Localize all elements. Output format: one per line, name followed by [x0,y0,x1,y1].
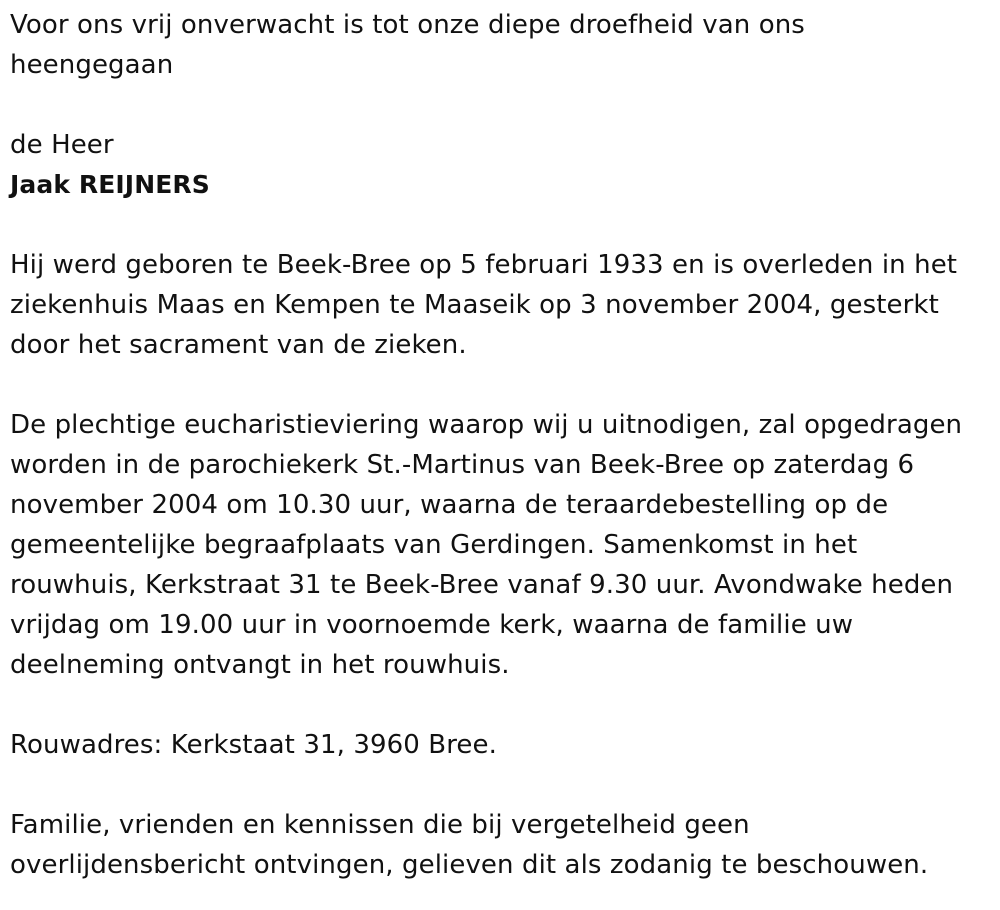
closing-paragraph: Familie, vrienden en kennissen die bij vergetelheid geen overlijdensbericht ontvingen, gelieven dit als zodanig te beschouwen. [10,810,929,880]
spacer [10,685,976,725]
honorific: de Heer [10,130,114,160]
spacer [10,85,976,125]
mourning-address: Rouwadres: Kerkstaat 31, 3960 Bree. [10,730,497,760]
deceased-name: Jaak REIJNERS [10,170,210,199]
intro-text: Voor ons vrij onverwacht is tot onze diepe droefheid van ons heengegaan [10,10,805,80]
spacer [10,205,976,245]
birth-death-paragraph: Hij werd geboren te Beek-Bree op 5 februari 1933 en is overleden in het ziekenhuis Maas en Kempen te Maaseik op 3 november 2004, gesterkt door het sacrament van de zieken. [10,250,958,360]
spacer [10,365,976,405]
spacer [10,765,976,805]
ceremony-paragraph: De plechtige eucharistieviering waarop wij u uitnodigen, zal opgedragen worden in de parochiekerk St.-Martinus van Beek-Bree op zaterdag 6 november 2004 om 10.30 uur, waarna de teraardebestelling op de gemeentelijke begraafplaats van Gerdingen. Samenkomst in het rouwhuis, Kerkstraat 31 te Beek-Bree vanaf 9.30 uur. Avondwake heden vrijdag om 19.00 uur in voornoemde kerk, waarna de familie uw deelneming ontvangt in het rouwhuis. [10,410,963,680]
